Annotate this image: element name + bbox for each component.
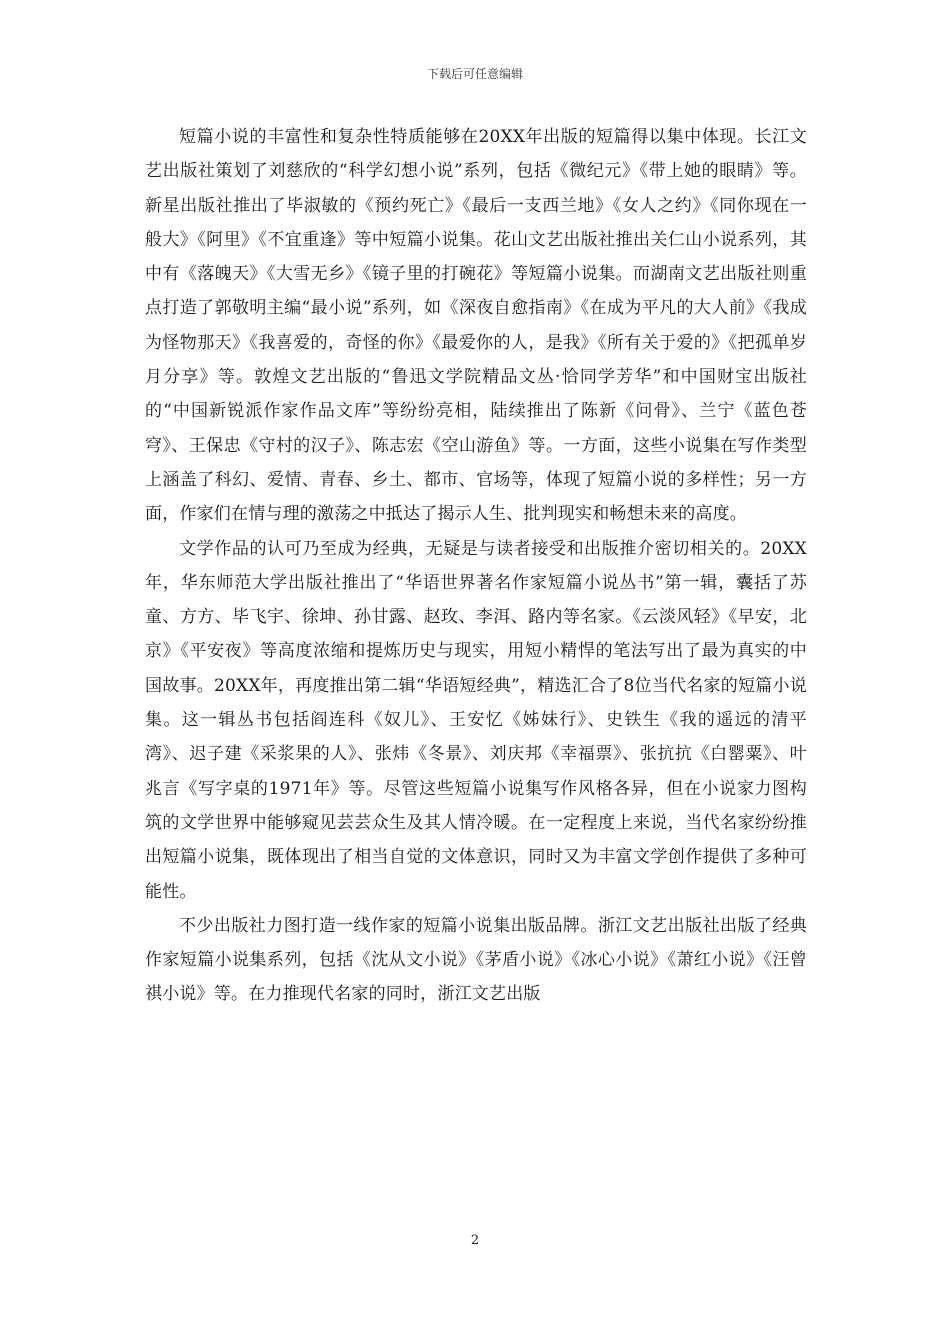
- paragraph-3: 不少出版社力图打造一线作家的短篇小说集出版品牌。浙江文艺出版社出版了经典作家短篇小说集系列，包括《沈从文小说》《茅盾小说》《冰心小说》《萧红小说》《汪曾祺小说》等。在力推现代名家的同时，浙江文艺出版: [145, 915, 807, 1005]
- page-number: 2: [470, 1233, 480, 1248]
- document-body: [145, 120, 807, 1012]
- paragraph-1: 短篇小说的丰富性和复杂性特质能够在20XX年出版的短篇得以集中体现。长江文艺出版社策划了刘慈欣的“科学幻想小说”系列，包括《微纪元》《带上她的眼睛》等。新星出版社推出了毕淑敏的《预约死亡》《最后一支西兰地》《女人之约》《同你现在一般大》《阿里》《不宜重逢》等中短篇小说集。花山文艺出版社推出关仁山小说系列，其中有《落魄天》《大雪无乡》《镜子里的打碗花》等短篇小说集。而湖南文艺出版社则重点打造了郭敬明主编“最小说”系列，如《深夜自愈指南》《在成为平凡的大人前》《我成为怪物那天》《我喜爱的，奇怪的你》《最爱你的人，是我》《所有关于爱的》《把孤单岁月分享》等。敦煌文艺出版的“鲁迅文学院精品文丛·恰同学芳华”和中国财宝出版社的“中国新锐派作家作品文库”等纷纷亮相，陆续推出了陈新《问骨》、兰宁《蓝色苍穹》、王保忠《守村的汉子》、陈志宏《空山游鱼》等。一方面，这些小说集在写作类型上涵盖了科幻、爱情、青春、乡土、都市、官场等，体现了短篇小说的多样性；另一方面，作家们在情与理的激荡之中抵达了揭示人生、批判现实和畅想未来的高度。: [145, 127, 807, 525]
- paragraph-2: 文学作品的认可乃至成为经典，无疑是与读者接受和出版推介密切相关的。20XX年，华东师范大学出版社推出了“华语世界著名作家短篇小说丛书”第一辑，囊括了苏童、方方、毕飞宇、徐坤、孙甘露、赵玫、李洱、路内等名家。《云淡风轻》《早安，北京》《平安夜》等高度浓缩和提炼历史与现实，用短小精悍的笔法写出了最为真实的中国故事。20XX年，再度推出第二辑“华语短经典”，精选汇合了8位当代名家的短篇小说集。这一辑丛书包括阎连科《奴儿》、王安忆《姊妹行》、史铁生《我的遥远的清平湾》、迟子建《采浆果的人》、张炜《冬景》、刘庆邦《幸福票》、张抗抗《白罂粟》、叶兆言《写字桌的1971年》等。尽管这些短篇小说集写作风格各异，但在小说家力图构筑的文学世界中能够窥见芸芸众生及其人情冷暖。在一定程度上来说，当代名家纷纷推出短篇小说集，既体现出了相当自觉的文体意识，同时又为丰富文学创作提供了多种可能性。: [145, 538, 807, 902]
- page-header: 下载后可任意编辑: [426, 67, 523, 81]
